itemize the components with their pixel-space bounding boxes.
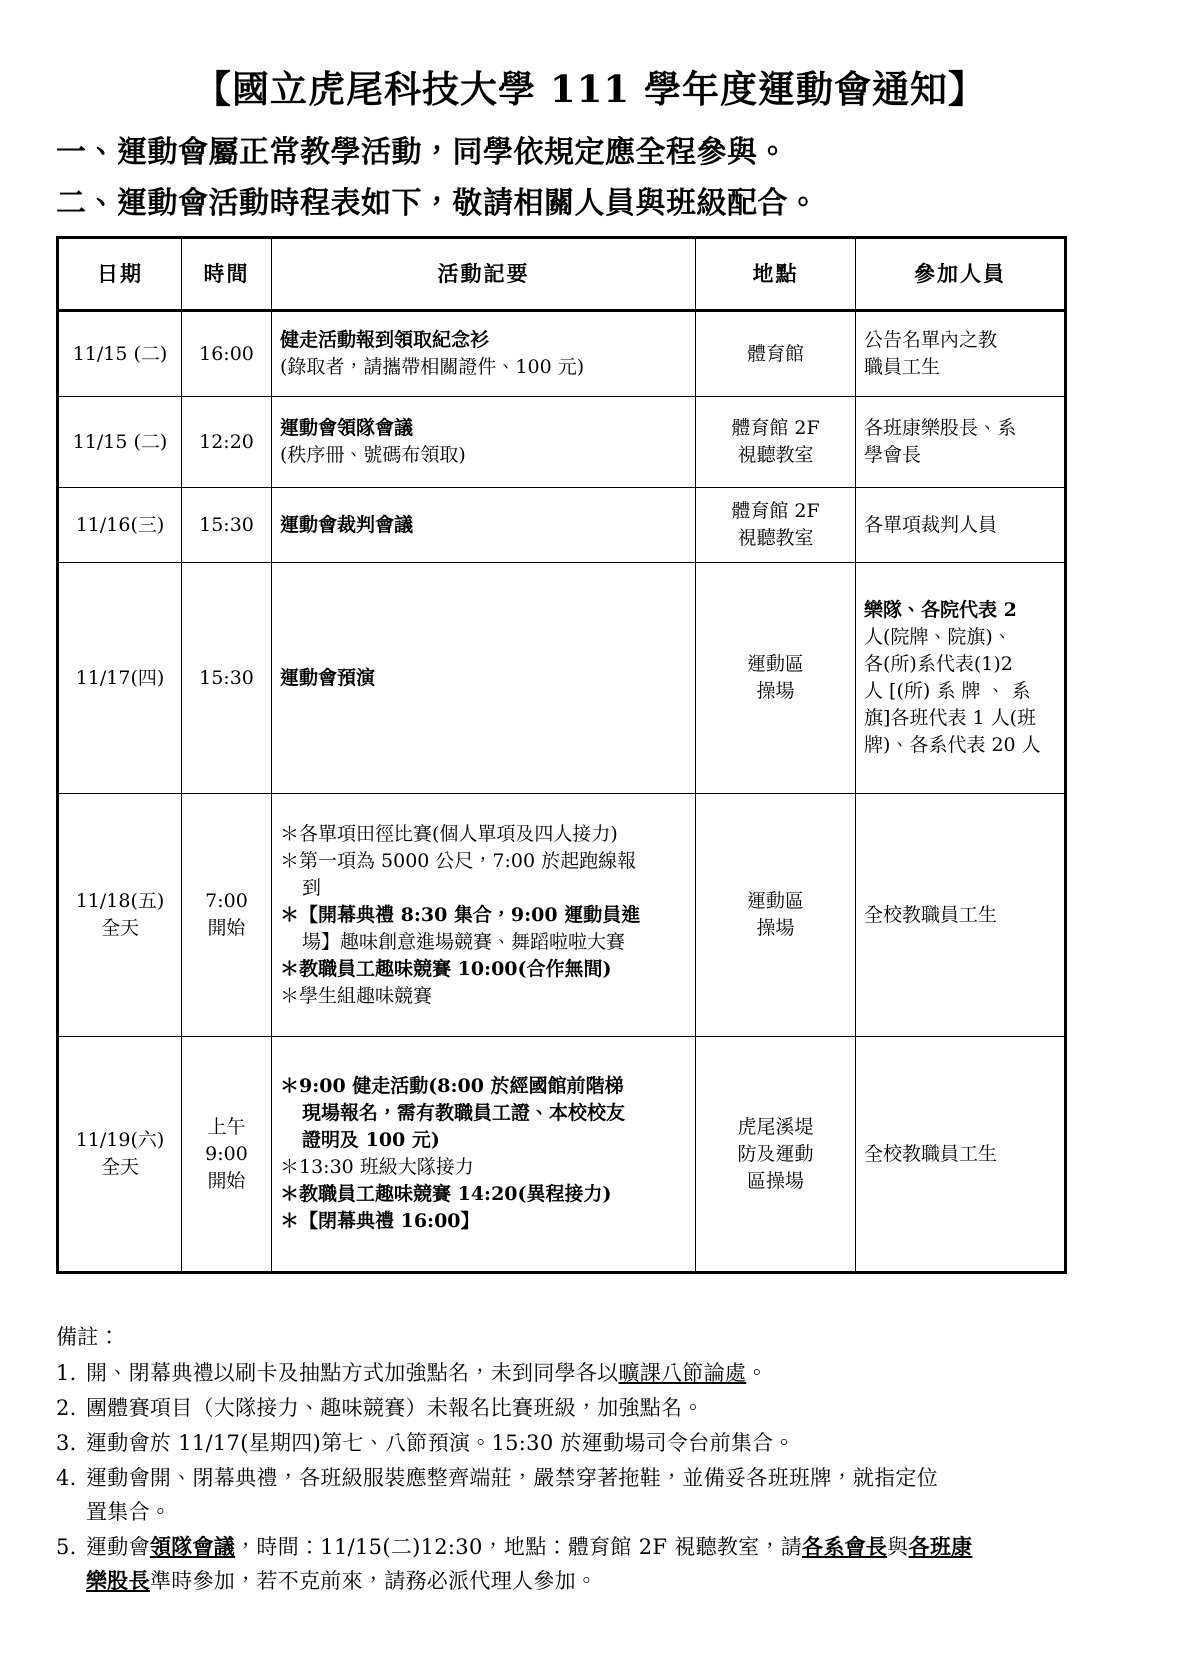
place-line: 視聽教室 bbox=[737, 527, 814, 550]
column-header-date: 日期 bbox=[58, 238, 182, 311]
notes-section bbox=[56, 1320, 1124, 1598]
table-row bbox=[58, 794, 1066, 1037]
cell-date: 11/17(四) bbox=[58, 563, 182, 794]
date-line: 全天 bbox=[100, 917, 139, 940]
cell-activity bbox=[272, 794, 696, 1037]
column-header-activity: 活動記要 bbox=[272, 238, 696, 311]
note-item bbox=[56, 1391, 1124, 1425]
cell-time bbox=[182, 794, 272, 1037]
note-text-run: 。 bbox=[746, 1361, 768, 1386]
note-text-run: 準時參加，若不克前來，請務必派代理人參加。 bbox=[149, 1569, 598, 1594]
note-text-run: 運動會於 11/17(星期四)第七、八節預演。15:30 於運動場司令台前集合。 bbox=[86, 1431, 795, 1456]
activity-line: 運動會預演 bbox=[280, 666, 376, 689]
people-line: 全校教職員工生 bbox=[864, 903, 998, 926]
note-number: 1. bbox=[56, 1361, 77, 1386]
intro-paragraph-1: 一、運動會屬正常教學活動，同學依規定應全程參與。 bbox=[56, 135, 788, 171]
activity-line: 證明及 100 元) bbox=[302, 1129, 440, 1152]
cell-people bbox=[856, 488, 1066, 563]
place-line: 虎尾溪堤 bbox=[737, 1115, 814, 1138]
cell-place bbox=[696, 794, 856, 1037]
note-number: 5. bbox=[56, 1535, 77, 1560]
place-line: 體育館 2F bbox=[731, 417, 820, 440]
cell-time: 16:00 bbox=[182, 311, 272, 397]
note-item bbox=[56, 1426, 1124, 1460]
notes-label: 備註： bbox=[56, 1325, 120, 1350]
note-item bbox=[56, 1530, 1124, 1598]
note-number: 4. bbox=[56, 1466, 77, 1491]
people-line: 公告名單內之教 bbox=[864, 329, 998, 352]
people-line: 旗]各班代表 1 人(班 bbox=[864, 707, 1036, 730]
cell-place bbox=[696, 397, 856, 488]
notes-list bbox=[56, 1356, 1124, 1598]
people-line: 人(院牌、院旗)、 bbox=[864, 626, 1012, 649]
activity-line: (秩序冊、號碼布領取) bbox=[280, 444, 466, 467]
note-text-run: 各系會長 bbox=[802, 1534, 888, 1560]
activity-line: ＊教職員工趣味競賽 10:00(合作無間) bbox=[280, 957, 612, 980]
cell-date: 11/15 (二) bbox=[58, 397, 182, 488]
place-line: 運動區 bbox=[746, 653, 804, 676]
time-line: 開始 bbox=[207, 917, 246, 940]
note-text-run: 置集合。 bbox=[86, 1500, 172, 1525]
activity-line: 到 bbox=[302, 876, 322, 899]
cell-date bbox=[58, 1037, 182, 1273]
schedule-table bbox=[56, 236, 1067, 1274]
activity-line: 場】趣味創意進場競賽、舞蹈啦啦大賽 bbox=[302, 930, 626, 953]
cell-place bbox=[696, 563, 856, 794]
people-line: 學會長 bbox=[864, 444, 922, 467]
schedule-table-body bbox=[58, 311, 1066, 1273]
note-text-run: 團體賽項目（大隊接力、趣味競賽）未報名比賽班級，加強點名。 bbox=[86, 1396, 704, 1421]
people-line: 各班康樂股長、系 bbox=[864, 417, 1017, 440]
place-line: 體育館 bbox=[746, 342, 804, 365]
place-line: 防及運動 bbox=[737, 1142, 814, 1165]
activity-line: ＊13:30 班級大隊接力 bbox=[280, 1156, 474, 1179]
date-line: 11/18(五) bbox=[75, 890, 165, 913]
table-row bbox=[58, 311, 1066, 397]
people-line: 牌)、各系代表 20 人 bbox=[864, 734, 1041, 757]
table-row bbox=[58, 397, 1066, 488]
cell-people bbox=[856, 1037, 1066, 1273]
activity-line: (錄取者，請攜帶相關證件、100 元) bbox=[280, 356, 585, 379]
activity-line: 運動會領隊會議 bbox=[280, 417, 414, 440]
time-line: 開始 bbox=[207, 1169, 246, 1192]
cell-activity bbox=[272, 1037, 696, 1273]
activity-line: ＊教職員工趣味競賽 14:20(異程接力) bbox=[280, 1183, 612, 1206]
cell-time: 15:30 bbox=[182, 488, 272, 563]
activity-line: 健走活動報到領取紀念衫 bbox=[280, 329, 490, 352]
activity-line: ＊學生組趣味競賽 bbox=[280, 984, 433, 1007]
time-line: 7:00 bbox=[205, 890, 248, 913]
note-number: 2. bbox=[56, 1396, 77, 1421]
place-line: 視聽教室 bbox=[737, 444, 814, 467]
cell-people bbox=[856, 794, 1066, 1037]
cell-activity bbox=[272, 488, 696, 563]
cell-people bbox=[856, 311, 1066, 397]
activity-line: ＊第一項為 5000 公尺，7:00 於起跑線報 bbox=[280, 849, 637, 872]
activity-line: ＊9:00 健走活動(8:00 於經國館前階梯 bbox=[280, 1075, 624, 1098]
table-header-row bbox=[58, 238, 1066, 311]
note-item bbox=[56, 1461, 1124, 1529]
cell-time: 12:20 bbox=[182, 397, 272, 488]
cell-activity bbox=[272, 397, 696, 488]
activity-line: 現場報名，需有教職員工證、本校校友 bbox=[302, 1102, 626, 1125]
note-text-run: 與 bbox=[887, 1535, 909, 1560]
people-line: 全校教職員工生 bbox=[864, 1142, 998, 1165]
cell-people bbox=[856, 563, 1066, 794]
people-line: 樂隊、各院代表 2 bbox=[864, 599, 1017, 622]
time-line: 上午 bbox=[207, 1115, 246, 1138]
people-line: 職員工生 bbox=[864, 356, 941, 379]
people-line: 各單項裁判人員 bbox=[864, 513, 998, 536]
date-line: 全天 bbox=[100, 1156, 139, 1179]
note-text-run: 運動會 bbox=[86, 1535, 150, 1560]
note-text-run: 開、閉幕典禮以刷卡及抽點方式加強點名，未到同學各以 bbox=[86, 1361, 619, 1386]
note-text-run: 運動會開、閉幕典禮，各班級服裝應整齊端莊，嚴禁穿著拖鞋，並備妥各班班牌，就指定位 bbox=[86, 1466, 938, 1491]
cell-place bbox=[696, 1037, 856, 1273]
column-header-time: 時間 bbox=[182, 238, 272, 311]
cell-time bbox=[182, 1037, 272, 1273]
place-line: 操場 bbox=[756, 680, 795, 703]
intro-paragraph-2: 二、運動會活動時程表如下，敬請相關人員與班級配合。 bbox=[56, 186, 819, 222]
cell-date: 11/15 (二) bbox=[58, 311, 182, 397]
place-line: 區操場 bbox=[746, 1169, 804, 1192]
note-text-run: 各班康 bbox=[908, 1534, 973, 1560]
activity-line: ＊【開幕典禮 8:30 集合，9:00 運動員進 bbox=[280, 903, 641, 926]
note-text-run: 領隊會議 bbox=[149, 1534, 236, 1560]
activity-line: ＊各單項田徑比賽(個人單項及四人接力) bbox=[280, 822, 618, 845]
table-row bbox=[58, 563, 1066, 794]
cell-time: 15:30 bbox=[182, 563, 272, 794]
cell-date bbox=[58, 794, 182, 1037]
note-text-run: 曠課八節論處 bbox=[618, 1361, 747, 1386]
place-line: 運動區 bbox=[746, 890, 804, 913]
note-number: 3. bbox=[56, 1431, 77, 1456]
activity-line: ＊【閉幕典禮 16:00】 bbox=[280, 1210, 480, 1233]
table-row bbox=[58, 488, 1066, 563]
note-text-run: ，時間：11/15(二)12:30，地點：體育館 2F 視聽教室，請 bbox=[235, 1535, 803, 1560]
table-row bbox=[58, 1037, 1066, 1273]
activity-line: 運動會裁判會議 bbox=[280, 513, 414, 536]
place-line: 操場 bbox=[756, 917, 795, 940]
people-line: 各(所)系代表(1)2 bbox=[864, 653, 1013, 676]
date-line: 11/19(六) bbox=[75, 1129, 165, 1152]
note-text-run: 樂股長 bbox=[86, 1568, 150, 1594]
page-title: 【國立虎尾科技大學 111 學年度運動會通知】 bbox=[194, 67, 986, 111]
cell-activity bbox=[272, 311, 696, 397]
note-item bbox=[56, 1356, 1124, 1390]
column-header-place: 地點 bbox=[696, 238, 856, 311]
cell-date: 11/16(三) bbox=[58, 488, 182, 563]
time-line: 9:00 bbox=[205, 1142, 248, 1165]
cell-place bbox=[696, 311, 856, 397]
cell-people bbox=[856, 397, 1066, 488]
cell-place bbox=[696, 488, 856, 563]
cell-activity bbox=[272, 563, 696, 794]
people-line: 人 [(所) 系 牌 、 系 bbox=[864, 680, 1031, 703]
column-header-people: 參加人員 bbox=[856, 238, 1066, 311]
place-line: 體育館 2F bbox=[731, 500, 820, 523]
